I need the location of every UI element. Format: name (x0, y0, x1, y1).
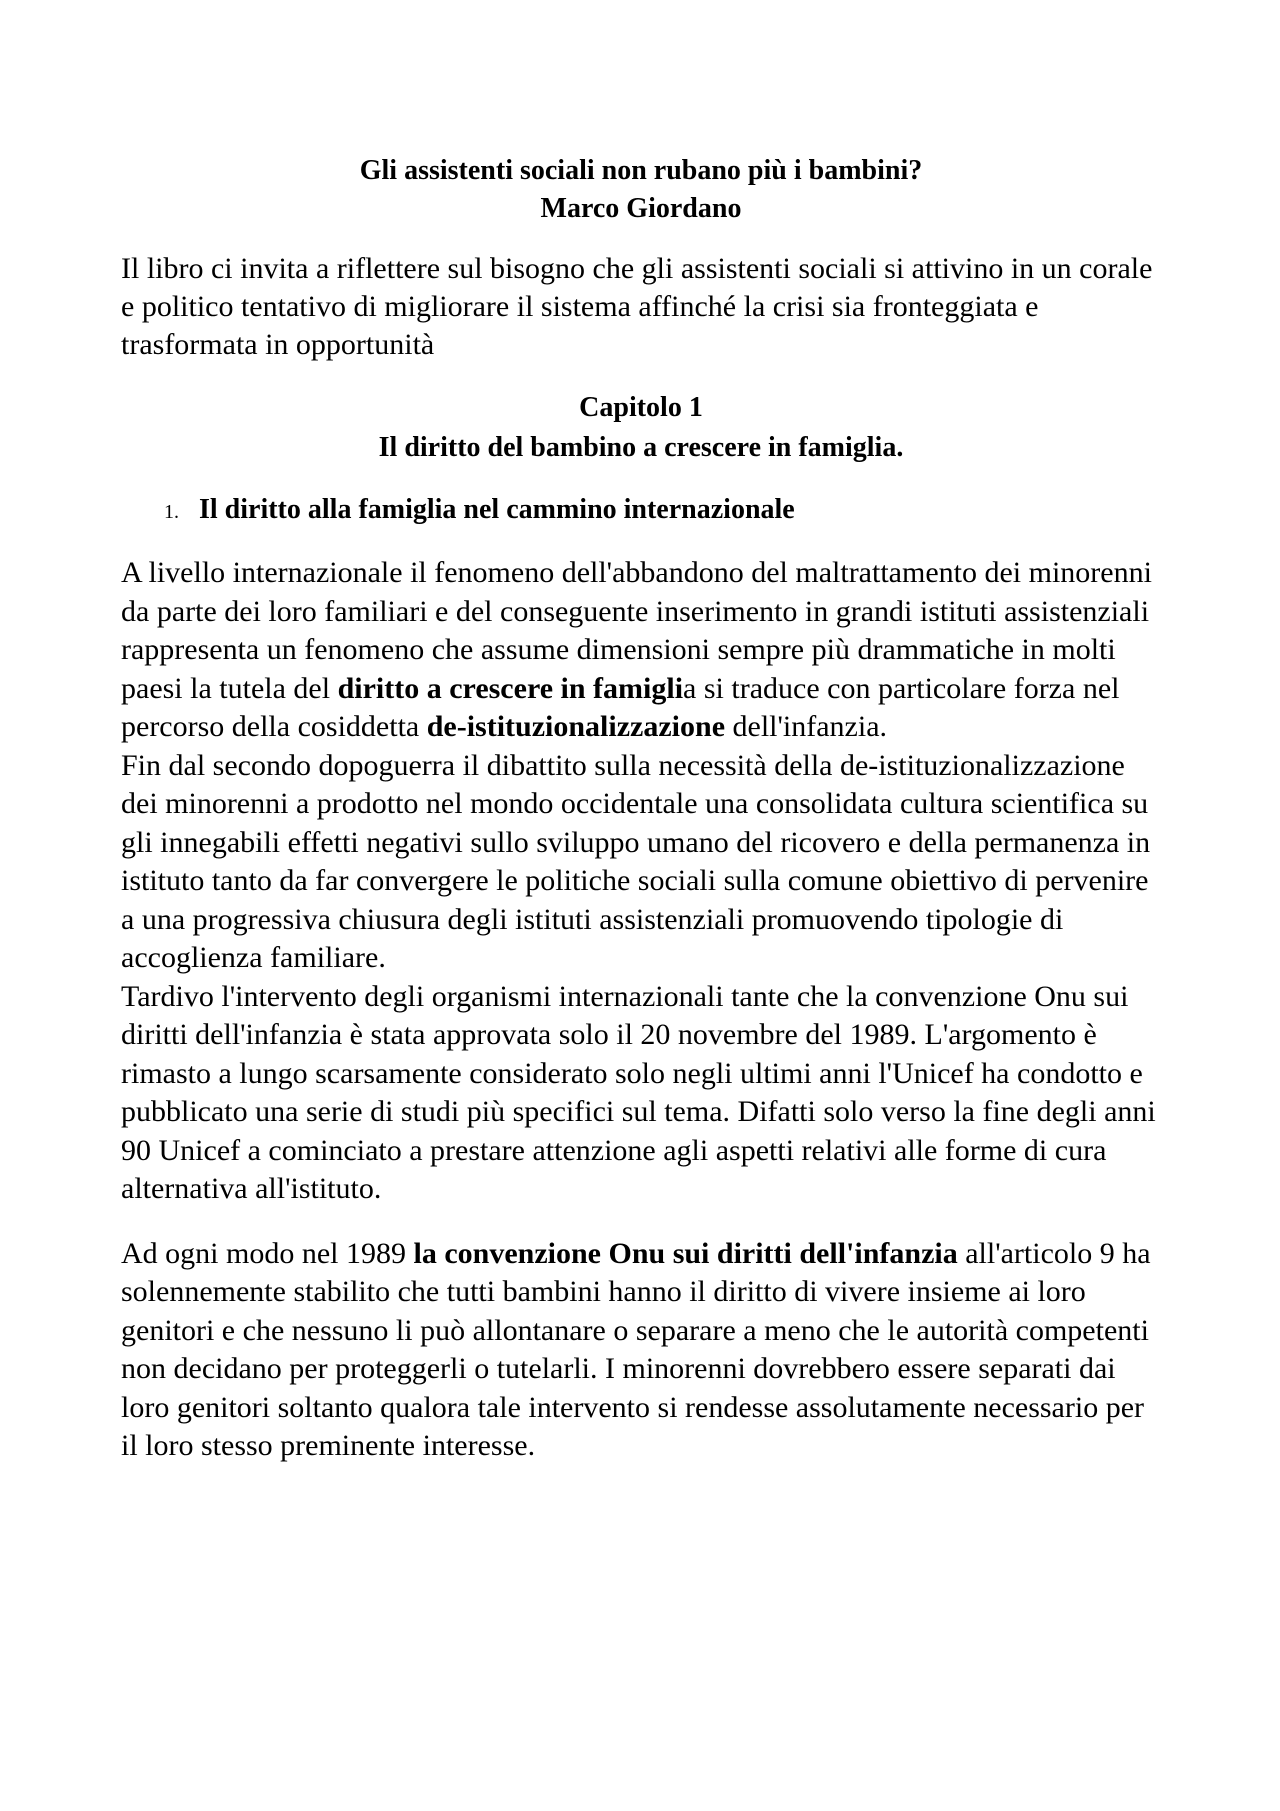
paragraph-abbandono-text-2: a si traduce con particolare forza nel percorso della cosiddetta (121, 671, 1120, 743)
section-number: 1. (164, 501, 179, 523)
paragraph-abbandono-text-3: dell'infanzia. (725, 710, 888, 743)
intro-paragraph: Il libro ci invita a riflettere sul bisogno che gli assistenti sociali si attivino in un corale e politico tentativo di migliorare il sistema affinché la crisi sia fronteggiata e trasformata in opportunità (121, 252, 1153, 361)
document-title (121, 152, 1161, 228)
paragraph-convenzione-text-1: Ad ogni modo nel 1989 (121, 1236, 414, 1270)
section-heading (121, 490, 1161, 532)
body-text-block-2 (121, 1235, 1161, 1466)
title-text: Gli assistenti sociali non rubano più i bambini? (359, 155, 923, 186)
section-title: Il diritto alla famiglia nel cammino internazionale (199, 494, 795, 525)
document-page (121, 152, 1161, 1466)
paragraph-abbandono-bold-1: diritto a crescere in famigli (337, 671, 684, 705)
paragraph-abbandono (121, 554, 1161, 747)
paragraph-tardivo: Tardivo l'intervento degli organismi internazionali tante che la convenzione Onu sui diritti dell'infanzia è stata approvata solo il 20 novembre del 1989. L'argomento è rimasto a lungo scarsamente considerato solo negli ultimi anni l'Unicef ha condotto e pubblicato una serie di studi più specifici sul tema. Difatti solo verso la fine degli anni 90 Unicef a cominciato a prestare attenzione agli aspetti relativi alle forme di cura alternativa all'istituto. (121, 979, 1156, 1205)
paragraph-abbandono-text-1: A livello internazionale il fenomeno dell'abbandono del maltrattamento dei minorenni da parte dei loro familiari e del conseguente inserimento in grandi istituti assistenziali rappresenta un fenomeno che assume dimensioni sempre più drammatiche in molti paesi la tutela del (121, 556, 1152, 705)
chapter-title: Il diritto del bambino a crescere in famiglia. (378, 432, 904, 463)
paragraph-dopoguerra: Fin dal secondo dopoguerra il dibattito sulla necessità della de-istituzionalizzazione dei minorenni a prodotto nel mondo occidentale una consolidata cultura scientifica su gli innegabili effetti negativi sullo sviluppo umano del ricovero e della permanenza in istituto tanto da far convergere le politiche sociali sulla comune obiettivo di pervenire a una progressiva chiusura degli istituti assistenziali promuovendo tipologie di accoglienza familiare. (121, 748, 1151, 974)
paragraph-convenzione (121, 1235, 1161, 1466)
chapter-heading (121, 388, 1161, 468)
paragraph-convenzione-text-2: all'articolo 9 ha solennemente stabilito che tutti bambini hanno il diritto di vivere insieme ai loro genitori e che nessuno li può allontanare o separare a meno che le autorità competenti non decidano per proteggerli o tutelarli. I minorenni dovrebbero essere separati dai loro genitori soltanto qualora tale intervento si rendesse assolutamente necessario per il loro stesso preminente interesse. (121, 1236, 1151, 1462)
paragraph-abbandono-bold-2: de-istituzionalizzazione (426, 710, 726, 743)
author-name: Marco Giordano (540, 193, 742, 224)
body-text-block (121, 554, 1161, 1209)
paragraph-convenzione-bold: la convenzione Onu sui diritti dell'infanzia (413, 1236, 958, 1270)
chapter-label: Capitolo 1 (579, 392, 703, 423)
